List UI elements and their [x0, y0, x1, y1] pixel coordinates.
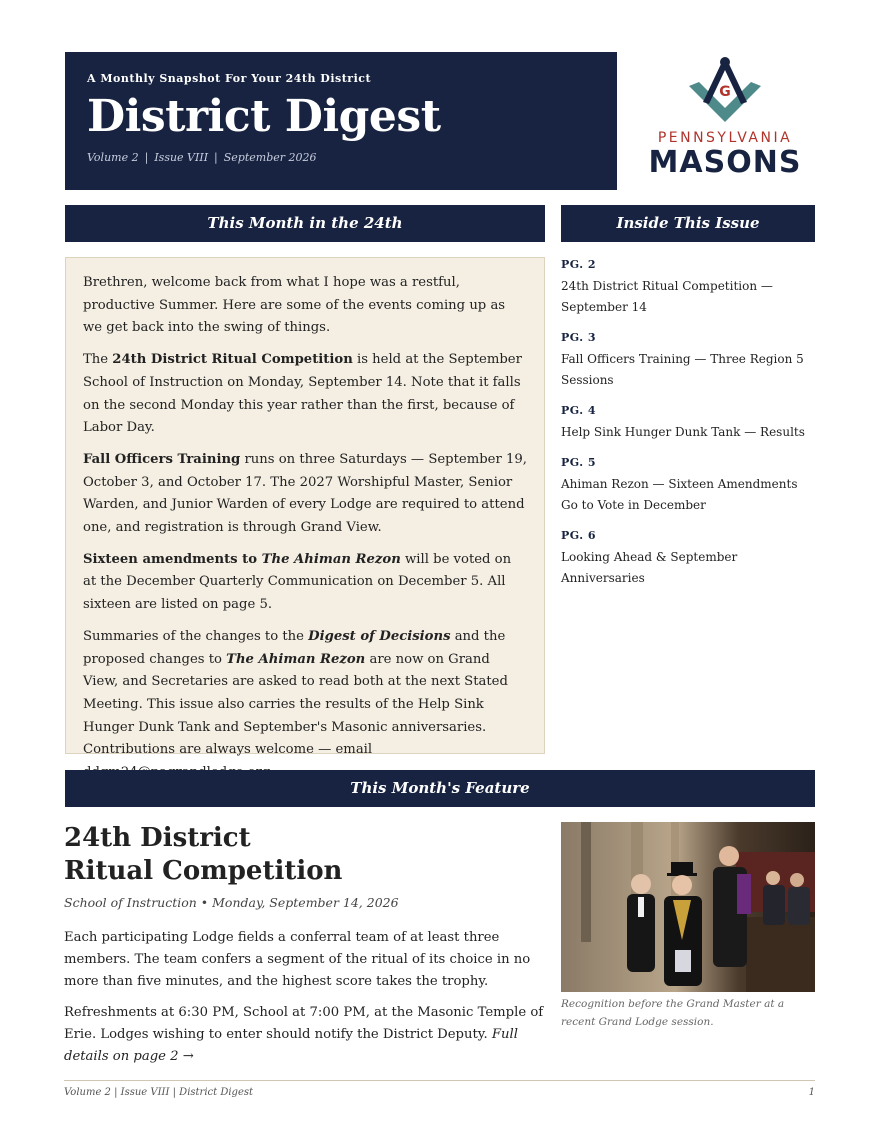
toc-item[interactable] [561, 331, 815, 391]
section-heading-feature: This Month's Feature [65, 770, 815, 807]
amendments-emphasis: Sixteen amendments to [83, 551, 262, 567]
issue-date: September 2026 [223, 151, 317, 164]
toc-page-number: PG. 5 [561, 456, 597, 469]
volume-label: Volume 2 [87, 151, 139, 164]
intro-paragraph: Sixteen amendments to The Ahiman Rezon will be voted on at the December Quarterly Communication on December 5. All sixteen are listed on page 5. [83, 551, 512, 613]
square-and-compass-icon [685, 56, 765, 128]
masthead-kicker: A Monthly Snapshot For Your 24th District [87, 72, 372, 85]
footer-issue-info: Volume 2 | Issue VIII | District Digest [64, 1087, 254, 1098]
feature-paragraph: Each participating Lodge fields a conferral team of at least three members. The team confers a segment of the ritual of its choice in no more than five minutes, and the highest score takes the trophy. [64, 930, 531, 989]
pennsylvania-masons-logo [640, 56, 810, 190]
ahiman-rezon-title: The Ahiman Rezon [261, 551, 401, 567]
toc-item[interactable] [561, 456, 815, 516]
toc-page-number: PG. 2 [561, 258, 597, 271]
toc-entry-text: Ahiman Rezon — Sixteen Amendments Go to Vote in December [561, 477, 798, 512]
feature-photo [561, 822, 815, 992]
headline-line: 24th District [64, 823, 251, 853]
masthead-banner [65, 52, 617, 190]
intro-paragraph: The 24th District Ritual Competition is held at the September School of Instruction on Monday, September 14. Note that it falls on the second Monday this year rather than the first, because of Labor Day. [83, 352, 522, 436]
details-link-text[interactable]: Full details on page 2 → [64, 1027, 518, 1064]
issue-label: Issue VIII [154, 151, 209, 164]
ahiman-rezon-title: The Ahiman Rezon [226, 651, 366, 667]
table-of-contents [561, 258, 815, 602]
footer-divider [64, 1080, 815, 1081]
toc-entry-text: Fall Officers Training — Three Region 5 Sessions [561, 352, 804, 387]
toc-item[interactable] [561, 258, 815, 318]
newsletter-title: District Digest [87, 91, 441, 142]
page-number: 1 [808, 1087, 815, 1098]
intro-paragraph: Brethren, welcome back from what I hope was a restful, productive Summer. Here are some of the events coming up as we get back into the swing of things. [83, 275, 506, 336]
officers-training-emphasis: Fall Officers Training [83, 451, 241, 467]
toc-page-number: PG. 6 [561, 529, 597, 542]
separator: | [214, 151, 218, 164]
ritual-competition-emphasis: 24th District Ritual Competition [112, 352, 353, 368]
intro-paragraph: Summaries of the changes to the Digest of Decisions and the proposed changes to The Ahiman Rezon are now on Grand View, and Secretaries are asked to read both at the next Stated Meeting. This issue also carries the results of the Help Sink Hunger Dunk Tank and September's Masonic anniversaries. Contributions are always welcome — email [83, 626, 527, 785]
logo-state-text: PENNSYLVANIA [657, 130, 793, 146]
logo-letter: G [719, 84, 731, 100]
toc-page-number: PG. 4 [561, 404, 597, 417]
toc-page-number: PG. 3 [561, 331, 597, 344]
photo-caption: Recognition before the Grand Master at a recent Grand Lodge session. [561, 998, 785, 1028]
toc-entry-text: Help Sink Hunger Dunk Tank — Results [561, 425, 805, 439]
section-heading-month: This Month in the 24th [65, 205, 545, 242]
feature-headline [64, 822, 544, 888]
feature-subtitle: School of Instruction • Monday, September 14, 2026 [64, 895, 399, 910]
digest-of-decisions-title: Digest of Decisions [308, 628, 451, 644]
logo-wordmark: MASONS [648, 145, 802, 180]
separator: | [144, 151, 149, 164]
headline-line: Ritual Competition [64, 856, 343, 886]
toc-item[interactable] [561, 529, 815, 589]
intro-box [65, 257, 545, 758]
intro-paragraph: Fall Officers Training runs on three Saturdays — September 19, October 3, and October 17. The 2027 Worshipful Master, Senior Warden, and Junior Warden of every Lodge are required to attend one, and registration is through Grand View. [83, 451, 527, 536]
feature-paragraph: Refreshments at 6:30 PM, School at 7:00 PM, at the Masonic Temple of Erie. Lodges wishing to enter should notify the District Deputy. Full details on page 2 → [64, 1005, 544, 1064]
feature-body [64, 927, 546, 1077]
toc-entry-text: 24th District Ritual Competition — September 14 [561, 279, 773, 314]
section-heading-inside: Inside This Issue [561, 205, 815, 242]
toc-entry-text: Looking Ahead & September Anniversaries [561, 550, 738, 585]
issue-line [87, 151, 595, 164]
toc-item[interactable] [561, 404, 815, 443]
